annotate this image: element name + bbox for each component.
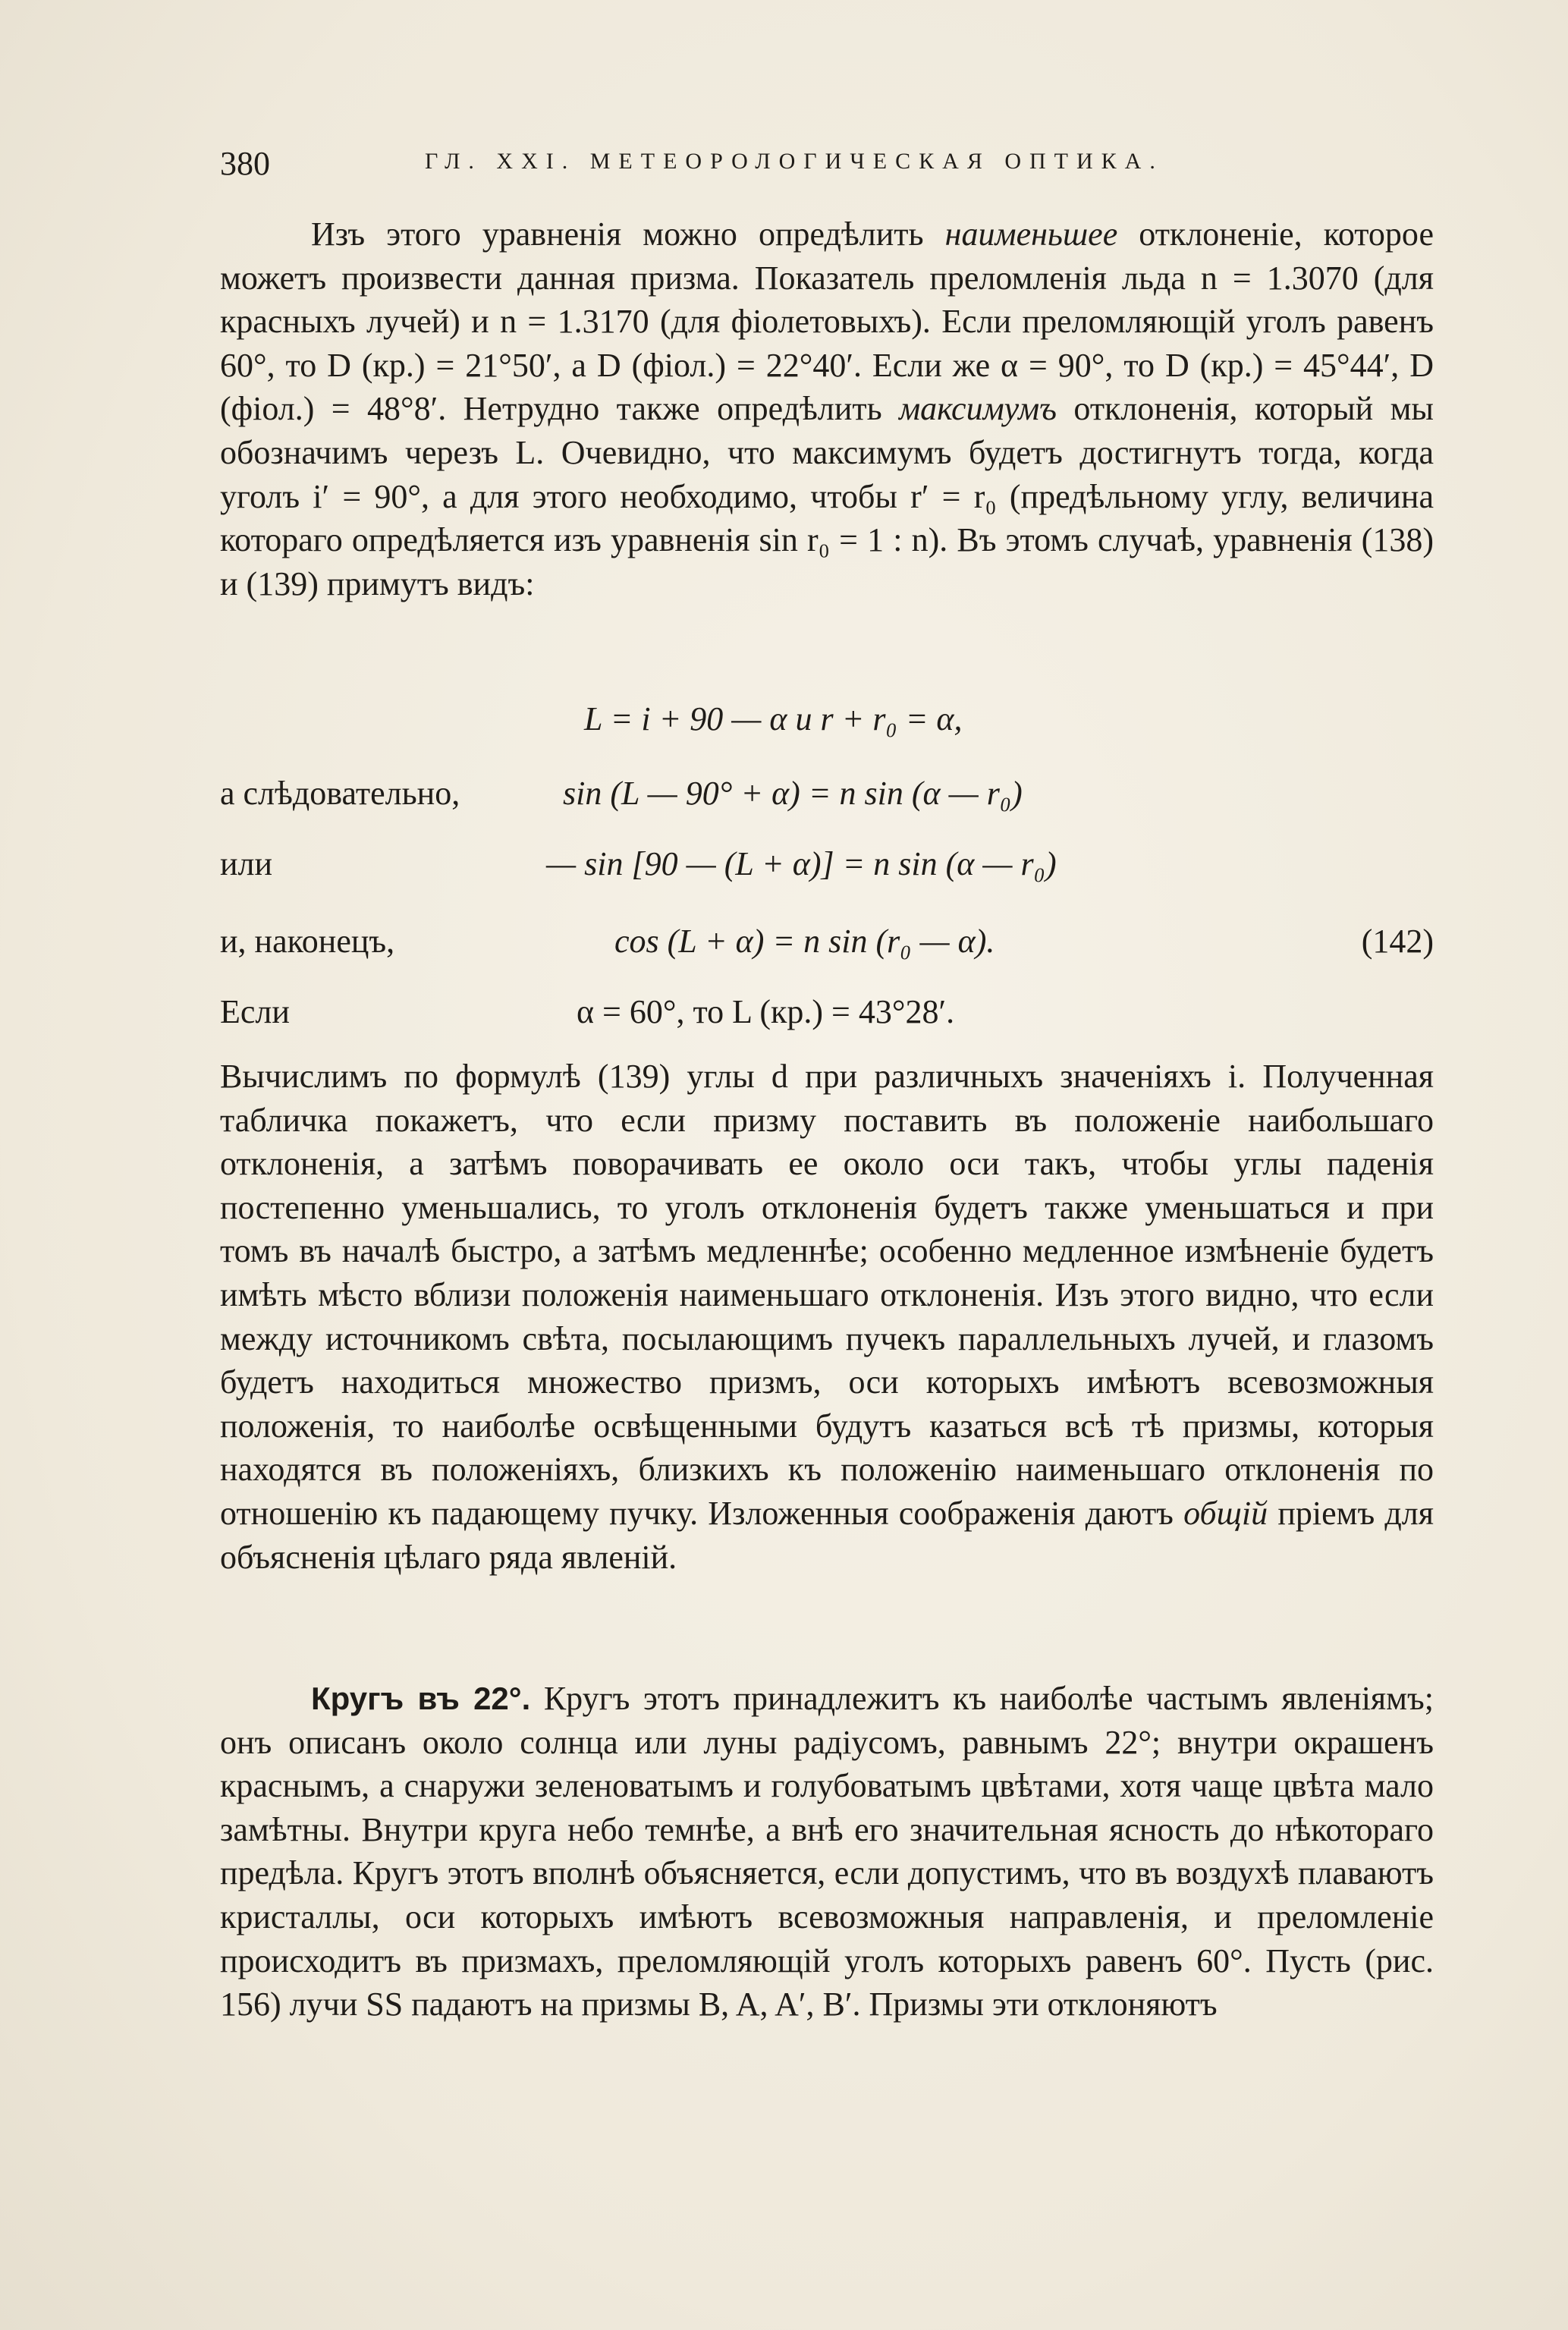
paragraph-minimum-deviation <box>220 212 1434 605</box>
section-heading: Кругъ въ 22°. <box>311 1681 531 1716</box>
text-run: пріемъ для объясненія цѣлаго ряда явленій. <box>220 1494 1434 1576</box>
equation-label: и, наконецъ, <box>220 923 395 960</box>
paragraph-deviation-discussion <box>220 1055 1434 1579</box>
paragraph-halo-22 <box>220 1677 1434 2027</box>
equation-label: а слѣдовательно, <box>220 775 460 812</box>
equation-expression: L = i + 90 — α и r + r₀ = α, <box>584 700 963 737</box>
equation-row <box>220 992 1434 1038</box>
text-run: отклоненія, который мы обозначимъ черезъ L. Очевидно, что максимумъ будетъ достигнутъ тогда, когда уголъ i′ = 90°, а для этого необходимо, чтобы r′ = r₀ (предѣльному углу, величина котораго опредѣляется изъ уравненія sin r₀ = 1 : n). Въ этомъ случаѣ, уравненія (138) и (139) примутъ видъ: <box>220 390 1434 602</box>
running-title: ГЛ. XXI. МЕТЕОРОЛОГИЧЕСКАЯ ОПТИКА. <box>425 149 1164 174</box>
equation-label: или <box>220 845 273 882</box>
equation-label: Если <box>220 993 290 1030</box>
text-run: Вычислимъ по формулѣ (139) углы d при различныхъ значеніяхъ i. Полученная табличка покажетъ, что если призму поставить въ положеніе наибольшаго отклоненія, а затѣмъ поворачивать ее около оси такъ, чтобы углы паденія постепенно уменьшались, то уголъ отклоненія будетъ также уменьшаться и при томъ въ началѣ быстро, а затѣмъ медленнѣе; особенно медленное измѣненіе будетъ имѣть мѣсто вблизи положенія наименьшаго отклоненія. Изъ этого видно, что если между источникомъ свѣта, посылающимъ пучекъ параллельныхъ лучей, и глазомъ будетъ находиться множество призмъ, оси которыхъ имѣютъ всевозможныя положенія, то наиболѣе освѣщенными будутъ казаться всѣ тѣ призмы, которыя находятся въ положеніяхъ, близкихъ къ положенію наименьшаго отклоненія по отношенію къ падающему пучку. Изложенныя соображенія даютъ <box>220 1058 1434 1532</box>
emphasis-term: общій <box>1183 1494 1268 1532</box>
emphasis-term: наименьшее <box>944 215 1118 253</box>
text-run: Кругъ этотъ принадлежитъ къ наиболѣе частымъ явленіямъ; онъ описанъ около солнца или луны радіусомъ, равнымъ 22°; внутри окрашенъ краснымъ, а снаружи зеленоватымъ и голубоватымъ цвѣтами, хотя чаще цвѣта мало замѣтны. Внутри круга небо темнѣе, а внѣ его значительная ясность до нѣкотораго предѣла. Кругъ этотъ вполнѣ объясняется, если допустимъ, что въ воздухѣ плаваютъ кристаллы, оси которыхъ имѣютъ всевозможныя направленія, и преломленіе происходитъ въ призмахъ, преломляющій уголъ которыхъ равенъ 60°. Пусть (рис. 156) лучи SS падаютъ на призмы B, A, A′, B′. Призмы эти отклоняютъ <box>220 1680 1434 2023</box>
text-run: Изъ этого уравненія можно опредѣлить <box>311 215 945 253</box>
equation-number: (142) <box>1361 923 1434 960</box>
equation-expression: α = 60°, то L (кр.) = 43°28′. <box>577 993 955 1030</box>
equation-row <box>220 700 1434 745</box>
page-header <box>220 144 1449 190</box>
equation-row <box>220 922 1434 967</box>
page-number: 380 <box>220 145 270 182</box>
equation-expression: — sin [90 — (L + α)] = n sin (α — r₀) <box>546 845 1057 882</box>
equation-expression: cos (L + α) = n sin (r₀ — α). <box>614 923 995 960</box>
equation-expression: sin (L — 90° + α) = n sin (α — r₀) <box>563 775 1023 812</box>
equation-row <box>220 844 1434 890</box>
equation-row <box>220 774 1434 819</box>
emphasis-term: максимумъ <box>899 390 1057 428</box>
text-run: отклоненіе, которое можетъ произвести данная призма. Показатель преломленія льда n = 1.3070 (для красныхъ лучей) и n = 1.3170 (для фіолетовыхъ). Если преломляющій уголъ равенъ 60°, то D (кр.) = 21°50′, а D (фіол.) = 22°40′. Если же α = 90°, то D (кр.) = 45°44′, D (фіол.) = 48°8′. Нетрудно также опредѣлить <box>220 215 1434 428</box>
